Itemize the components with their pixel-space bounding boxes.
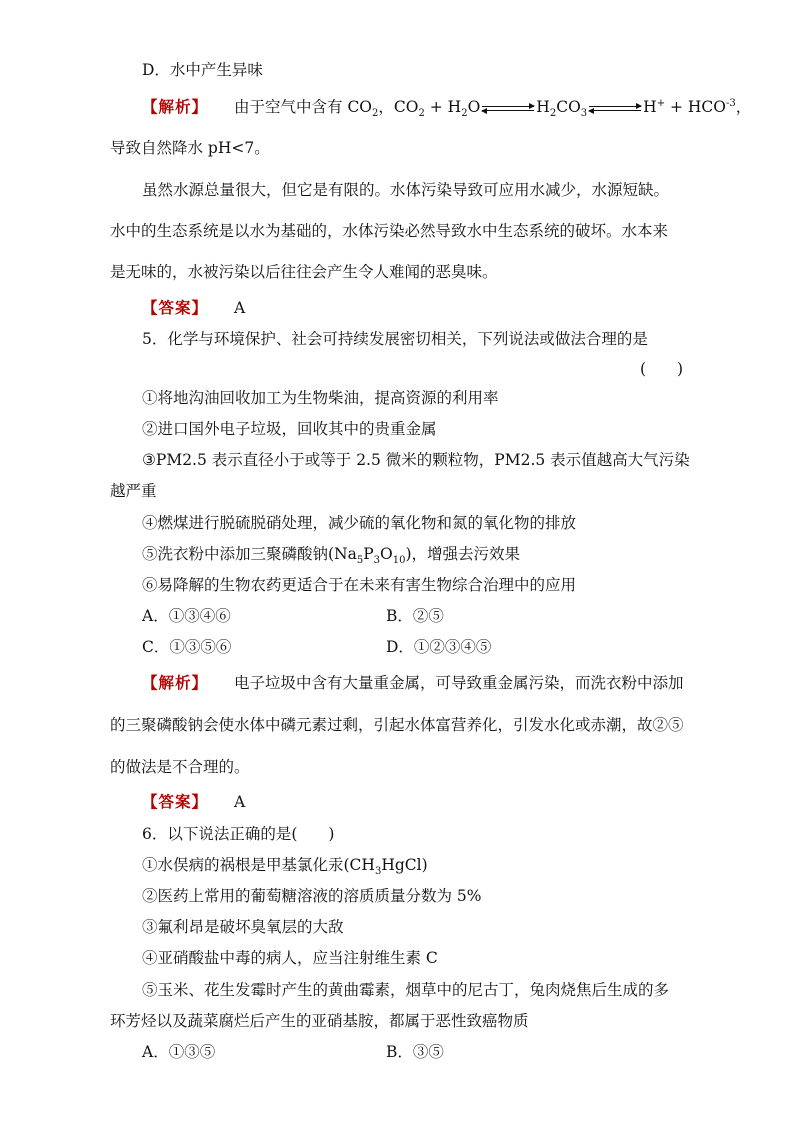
q4-para-line3: 是无味的，水被污染以后往往会产生令人难闻的恶臭味。	[110, 263, 498, 281]
q5-analysis-line3: 的做法是不合理的。	[110, 758, 250, 776]
q6-item3: ③氟利昂是破坏臭氧层的大敌	[142, 918, 344, 936]
option-c: C．①③⑤⑥	[142, 638, 232, 656]
q6-item4: ④亚硝酸盐中毒的病人，应当注射维生素 C	[142, 949, 438, 967]
option-b: B．③⑤	[386, 1043, 444, 1061]
q5-item1: ①将地沟油回收加工为生物柴油，提高资源的利用率	[142, 389, 499, 407]
analysis-tag: 【解析】	[142, 97, 209, 116]
option-b: B．②⑤	[386, 607, 444, 625]
q5-item3-line2: 越严重	[110, 482, 157, 500]
option-a: A．①③④⑥	[142, 607, 231, 625]
q6-item5-line1: ⑤玉米、花生发霉时产生的黄曲霉素，烟草中的尼古丁，兔肉烧焦后生成的多	[142, 981, 670, 999]
q5-stem: 5．化学与环境保护、社会可持续发展密切相关，下列说法或做法合理的是	[142, 330, 648, 348]
q6-options-row1	[142, 1042, 690, 1062]
q5-item2: ②进口国外电子垃圾，回收其中的贵重金属	[142, 420, 437, 438]
option-d: D．①②③④⑤	[386, 638, 492, 656]
q4-para-line1: 虽然水源总量很大，但它是有限的。水体污染导致可应用水减少，水源短缺。	[142, 181, 670, 199]
q4-analysis-line2: 导致自然降水 pH<7。	[110, 139, 270, 157]
q5-item6: ⑥易降解的生物农药更适合于在未来有害生物综合治理中的应用	[142, 576, 577, 594]
answer-tag: 【答案】	[142, 792, 209, 811]
q4-option-d: D．水中产生异味	[142, 61, 263, 79]
q6-stem: 6．以下说法正确的是( )	[142, 825, 335, 843]
q4-answer-line	[142, 298, 690, 318]
answer-value: A	[234, 793, 246, 811]
answer-blank: ( )	[640, 360, 684, 378]
q6-item2: ②医药上常用的葡萄糖溶液的溶质质量分数为 5%	[142, 887, 482, 905]
answer-tag: 【答案】	[142, 298, 209, 317]
option-a: A．①③⑤	[142, 1043, 216, 1061]
q6-item5-line2: 环芳烃以及蔬菜腐烂后产生的亚硝基胺，都属于恶性致癌物质	[110, 1012, 529, 1030]
q6-item1: ①水俣病的祸根是甲基氯化汞$(CH_3HgCl)$	[142, 856, 428, 878]
q5-options-row2	[142, 637, 690, 657]
q5-answer-line	[142, 792, 690, 812]
reversible-arrow-icon	[589, 104, 641, 113]
q4-para-line2: 水中的生态系统是以水为基础的，水体污染必然导致水中生态系统的破坏。水本来	[110, 222, 669, 240]
q4-analysis-formula-line: 【解析】 由于空气中含有 $CO_2$，$CO_2 + H_2O$ $H_2CO_3$ $H^+ + HCO^{-3}$，	[142, 97, 752, 120]
answer-value: A	[234, 299, 246, 317]
q5-item5: ⑤洗衣粉中添加三聚磷酸钠$(Na_5P_3O_{10})$，增强去污效果	[142, 545, 521, 567]
q5-item3-line1: ③PM2.5 表示直径小于或等于 2.5 微米的颗粒物，PM2.5 表示值越高大气污染	[142, 451, 690, 469]
analysis-tag: 【解析】	[142, 673, 209, 692]
q5-options-row1	[142, 606, 690, 626]
q5-item4: ④燃煤进行脱硫脱硝处理，减少硫的氧化物和氮的氧化物的排放	[142, 514, 577, 532]
q5-analysis-line2: 的三聚磷酸钠会使水体中磷元素过剩，引起水体富营养化，引发水化或赤潮，故②⑤	[110, 716, 684, 734]
reversible-arrow-icon	[482, 104, 534, 113]
q5-analysis-line1: 【解析】 电子垃圾中含有大量重金属，可导致重金属污染，而洗衣粉中添加	[142, 673, 684, 692]
